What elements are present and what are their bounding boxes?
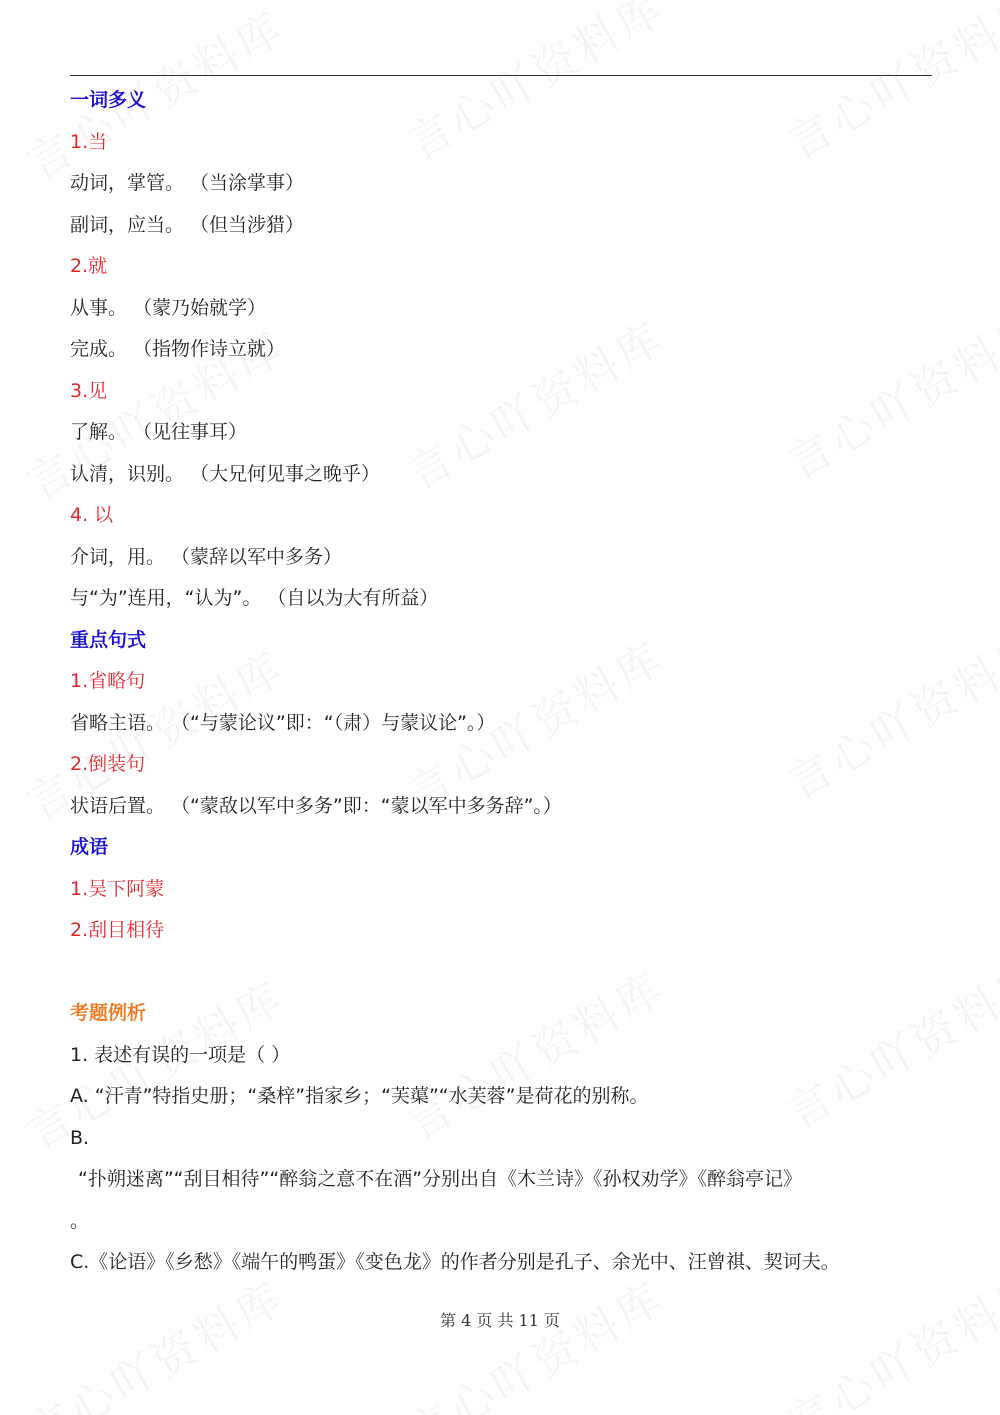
term-heading: 1.当 — [70, 130, 108, 153]
section-heading-exam: 考题例析 — [70, 1002, 147, 1024]
exam-option: A. “汗青”特指史册；“桑梓”指家乡；“芙蕖”“水芙蓉”是荷花的别称。 — [70, 1085, 649, 1107]
exam-option: B. — [70, 1126, 90, 1149]
section-heading-polysemy: 一词多义 — [70, 89, 147, 111]
term-heading: 4. 以 — [70, 504, 114, 526]
term-meaning: 了解。 （见往事耳） — [70, 421, 248, 443]
spacer — [70, 952, 940, 994]
term-meaning: 省略主语。 （“与蒙论议”即：“（肃）与蒙议论”。） — [70, 711, 496, 734]
exam-option-text: 。 — [70, 1209, 90, 1232]
section-heading-sentence-patterns: 重点句式 — [70, 628, 147, 651]
term-meaning: 动词，掌管。 （当涂掌事） — [70, 172, 305, 194]
page-number: 第 4 页 共 11 页 — [440, 1311, 560, 1330]
idiom-item: 1.吴下阿蒙 — [70, 877, 165, 900]
term-meaning: 状语后置。 （“蒙敌以军中多务”即：“蒙以军中多务辞”。） — [70, 794, 562, 817]
exam-option: C.《论语》《乡愁》《端午的鸭蛋》《变色龙》的作者分别是孔子、余光中、汪曾祺、契诃夫。 — [70, 1251, 840, 1273]
term-meaning: 与“为”连用，“认为”。 （自以为大有所益） — [70, 587, 439, 609]
document-body — [70, 80, 940, 1284]
term-heading: 1.省略句 — [70, 670, 146, 692]
exam-question: 1. 表述有误的一项是（ ） — [70, 1043, 291, 1066]
watermark — [13, 1262, 294, 1415]
term-meaning: 副词，应当。 （但当涉猎） — [70, 213, 305, 236]
header-rule — [70, 75, 932, 76]
term-heading: 2.倒装句 — [70, 753, 146, 775]
section-heading-idioms: 成语 — [70, 836, 109, 858]
term-heading: 2.就 — [70, 255, 108, 277]
term-heading: 3.见 — [70, 379, 108, 402]
term-meaning: 认清，识别。 （大兄何见事之晚乎） — [70, 462, 381, 485]
term-meaning: 介词，用。 （蒙辞以军中多务） — [70, 545, 343, 568]
exam-option-text: “扑朔迷离”“刮目相待”“醉翁之意不在酒”分别出自《木兰诗》《孙权劝学》《醉翁亭记》 — [78, 1168, 803, 1190]
term-meaning: 完成。 （指物作诗立就） — [70, 338, 286, 360]
term-meaning: 从事。 （蒙乃始就学） — [70, 296, 267, 319]
watermark — [393, 1262, 674, 1415]
idiom-item: 2.刮目相待 — [70, 919, 165, 941]
